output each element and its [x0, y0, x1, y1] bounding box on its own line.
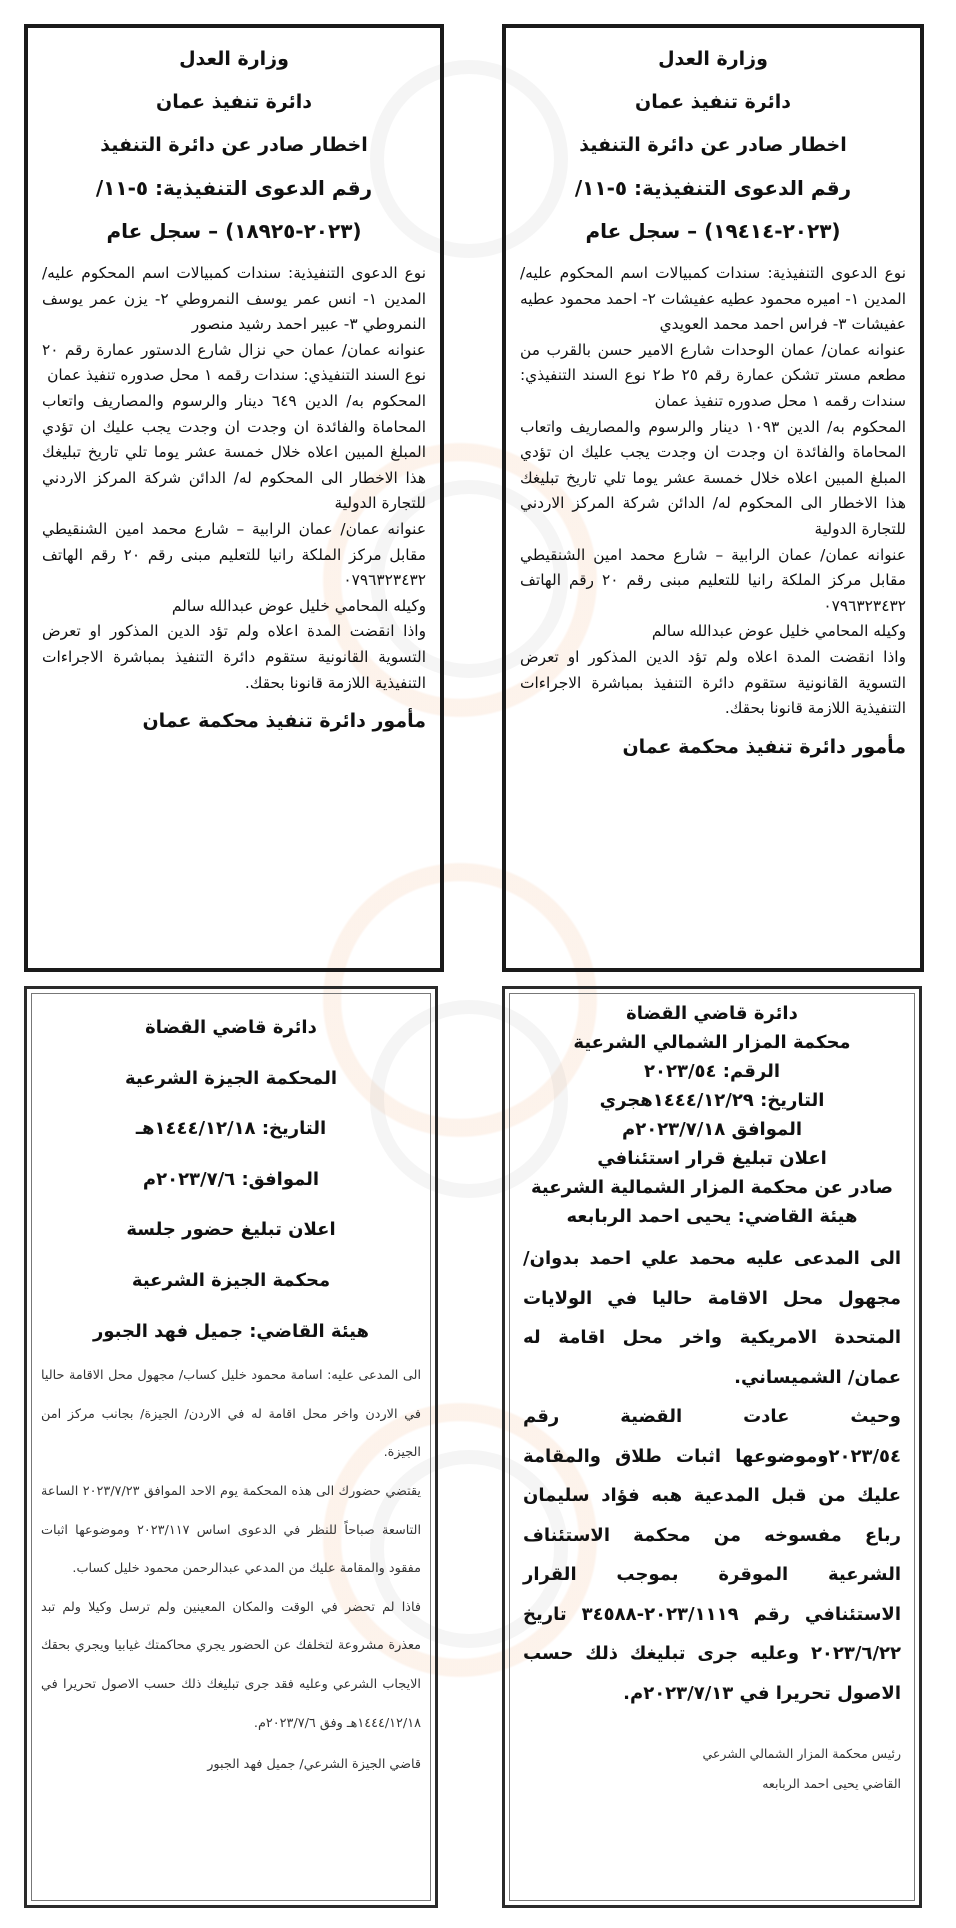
gregorian-date: الموافق ٢٠٢٣/٧/١٨م [622, 1119, 802, 1140]
judgment-paragraph: المحكوم به/ الدين ٦٤٩ دينار والرسوم والمصاريف واتعاب المحاماة والفائدة ان وجدت ان وجدت يجب عليك ان تؤدي المبلغ المبين اعلاه خلال خمسة عشر يوما تلي تاريخ تبليغك هذا الاخطار الى المحكوم له/ الدائن شركة المركز الاردني للتجارة الدولية [42, 391, 427, 513]
creditor-address: عنوانه عمان/ عمان الرابية – شارع محمد امين الشنقيطي مقابل مركز الملكة رانيا للتعليم مبنى رقم ٢٠ رقم الهاتف ٠٧٩٦٣٢٣٤٣٢ [520, 545, 906, 615]
ministry-title: وزارة العدل [179, 48, 289, 70]
warning-paragraph: واذا انقضت المدة اعلاه ولم تؤد الدين المذكور او تعرض التسوية القانونية ستقوم دائرة التنفيذ بمباشرة الاجراءات التنفيذية اللازمة قانونا بحقك. [520, 647, 906, 718]
absence-paragraph: فاذا لم تحضر في الوقت والمكان المعينين ولم ترسل وكيلا ولم تبد معذرة مشروعة لتخلفك عن الحضور يجري محاكمتك غيابيا ويجري بحقك الايجاب الشرعي وعليه فقد جرى تبليغك ذلك حسب الاصول تحريرا في ١٤٤٤/١٢/١٨هـ وفق ٢٠٢٣/٧/٦م. [41, 1599, 421, 1731]
signature-name: القاضي يحيى احمد الربابعه [762, 1776, 901, 1791]
signature-title: رئيس محكمة المزار الشمالي الشرعي [702, 1746, 901, 1761]
case-year: (٢٠٢٣-١٨٩٢٥) – سجل عام [106, 219, 362, 243]
reference-number: الرقم: ٢٠٢٣/٥٤ [644, 1061, 780, 1082]
judge-panel: هيئة القاضي: جميل فهد الجبور [92, 1320, 370, 1342]
case-type-debtor: نوع الدعوى التنفيذية: سندات كمبيالات اسم المحكوم عليه/ المدين ١- انس عمر يوسف النمروطي ٢- يزن عمر يوسف النمروطي ٣- عبير احمد رشيد منصور [42, 264, 426, 334]
ministry-title: وزارة العدل [658, 48, 768, 70]
creditor-address: عنوانه عمان/ عمان الرابية – شارع محمد امين الشنقيطي مقابل مركز الملكة رانيا للتعليم مبنى رقم ٢٠ رقم الهاتف ٠٧٩٦٣٢٣٤٣٢ [42, 519, 426, 590]
notice-title: اعلان تبليغ قرار استئنافي [597, 1148, 827, 1169]
notice-title: اعلان تبليغ حضور جلسة [126, 1219, 336, 1241]
notice-execution-top-right [502, 24, 924, 972]
header-line: دائرة قاضي القضاة [626, 1003, 798, 1024]
case-type-debtor: نوع الدعوى التنفيذية: سندات كمبيالات اسم المحكوم عليه/ المدين ١- اميره محمود عطيه عفيشات ٢- احمد محمود عطيه عفيشات ٣- فراس احمد محمد العويدي [520, 264, 906, 334]
notice-type: اخطار صادر عن دائرة التنفيذ [579, 134, 847, 156]
hijri-date: التاريخ: ١٤٤٤/١٢/١٨هـ [135, 1118, 327, 1140]
attorney-line: وكيله المحامي خليل عوض عبدالله سالم [651, 622, 906, 641]
judgment-paragraph: المحكوم به/ الدين ١٠٩٣ دينار والرسوم والمصاريف واتعاب المحاماة والفائدة ان وجدت ان وجدت يجب عليك ان تؤدي المبلغ المبين اعلاه خلال خمسة عشر يوما تلي تاريخ تبليغك هذا الاخطار الى المحكوم له/ الدائن شركة المركز الاردني للتجارة الدولية [520, 417, 906, 538]
case-number: رقم الدعوى التنفيذية: ٥-١١/ [95, 176, 373, 200]
court-name-repeat: محكمة الجيزة الشرعية [131, 1269, 331, 1291]
attorney-line: وكيله المحامي خليل عوض عبدالله سالم [171, 596, 426, 615]
hijri-date: التاريخ: ١٤٤٤/١٢/٢٩هجري [599, 1090, 825, 1111]
defendant-paragraph: الى المدعى عليه محمد علي احمد بدوان/ مجهول محل الاقامة حاليا في الولايات المتحدة الامريكية واخر محل اقامة له عمان/ الشميساني. [523, 1248, 901, 1388]
department-title: دائرة تنفيذ عمان [155, 91, 313, 113]
gregorian-date: الموافق: ٢٠٢٣/٧/٦م [142, 1168, 320, 1190]
debtor-address: عنوانه عمان/ عمان الوحدات شارع الامير حسن بالقرب من مطعم مستر تشكن عمارة رقم ٢٥ ط٢ نوع السند التنفيذي: سندات رقمه ١ محل صدوره تنفيذ عمان [520, 340, 906, 410]
notice-type: اخطار صادر عن دائرة التنفيذ [100, 134, 368, 156]
hearing-paragraph: يقتضي حضورك الى هذه المحكمة يوم الاحد الموافق ٢٠٢٣/٧/٢٣ الساعة التاسعة صباحاً للنظر في الدعوى اساس ٢٠٢٣/١١٧ وموضوعها اثبات مفقود والمقامة عليك من المدعي عبدالرحمن محمود خليل كساب. [41, 1483, 421, 1577]
issuing-court: صادر عن محكمة المزار الشمالية الشرعية [531, 1177, 893, 1198]
notice-execution-top-left [24, 24, 444, 972]
debtor-address: عنوانه عمان/ عمان حي نزال شارع الدستور عمارة رقم ٢٠ نوع السند التنفيذي: سندات رقمه ١ محل صدوره تنفيذ عمان [42, 340, 426, 385]
signature: قاضي الجيزة الشرعي/ جميل فهد الجبور [207, 1757, 421, 1773]
notice-appeal-decision-bottom-right [502, 986, 922, 1908]
case-year: (٢٠٢٣-١٩٤١٤) – سجل عام [585, 219, 841, 243]
court-name: محكمة المزار الشمالي الشرعية [573, 1032, 851, 1053]
court-name: المحكمة الجيزة الشرعية [124, 1067, 338, 1089]
warning-paragraph: واذا انقضت المدة اعلاه ولم تؤد الدين المذكور او تعرض التسوية القانونية ستقوم دائرة التنفيذ بمباشرة الاجراءات التنفيذية اللازمة قانونا بحقك. [42, 622, 426, 692]
appeal-paragraph: وحيث عادت القضية رقم ٢٠٢٣/٥٤وموضوعها اثبات طلاق والمقامة عليك من قبل المدعية هبه فؤاد سليمان رباع مفسوخه من محكمة الاستئناف الشرعية الموقرة بموجب القرار الاستئنافي رقم ٢٠٢٣/١١١٩-٣٤٥٨٨ تاريخ ٢٠٢٣/٦/٢٢ وعليه جرى تبليغك ذلك حسب الاصول تحريرا في ٢٠٢٣/٧/١٣م. [523, 1406, 901, 1704]
defendant-paragraph: الى المدعى عليه: اسامة محمود خليل كساب/ مجهول محل الاقامة حاليا في الاردن واخر محل اقامة له في الاردن/ الجيزة/ بجانب مركز امن الجيزة. [41, 1368, 421, 1461]
department-title: دائرة تنفيذ عمان [634, 91, 792, 113]
judge-panel: هيئة القاضي: يحيى احمد الربابعه [566, 1206, 858, 1227]
case-number: رقم الدعوى التنفيذية: ٥-١١/ [574, 176, 852, 200]
signature: مأمور دائرة تنفيذ محكمة عمان [622, 735, 906, 758]
notice-court-summons-bottom-left [24, 986, 438, 1908]
header-line: دائرة قاضي القضاة [145, 1017, 317, 1038]
signature: مأمور دائرة تنفيذ محكمة عمان [142, 710, 426, 733]
